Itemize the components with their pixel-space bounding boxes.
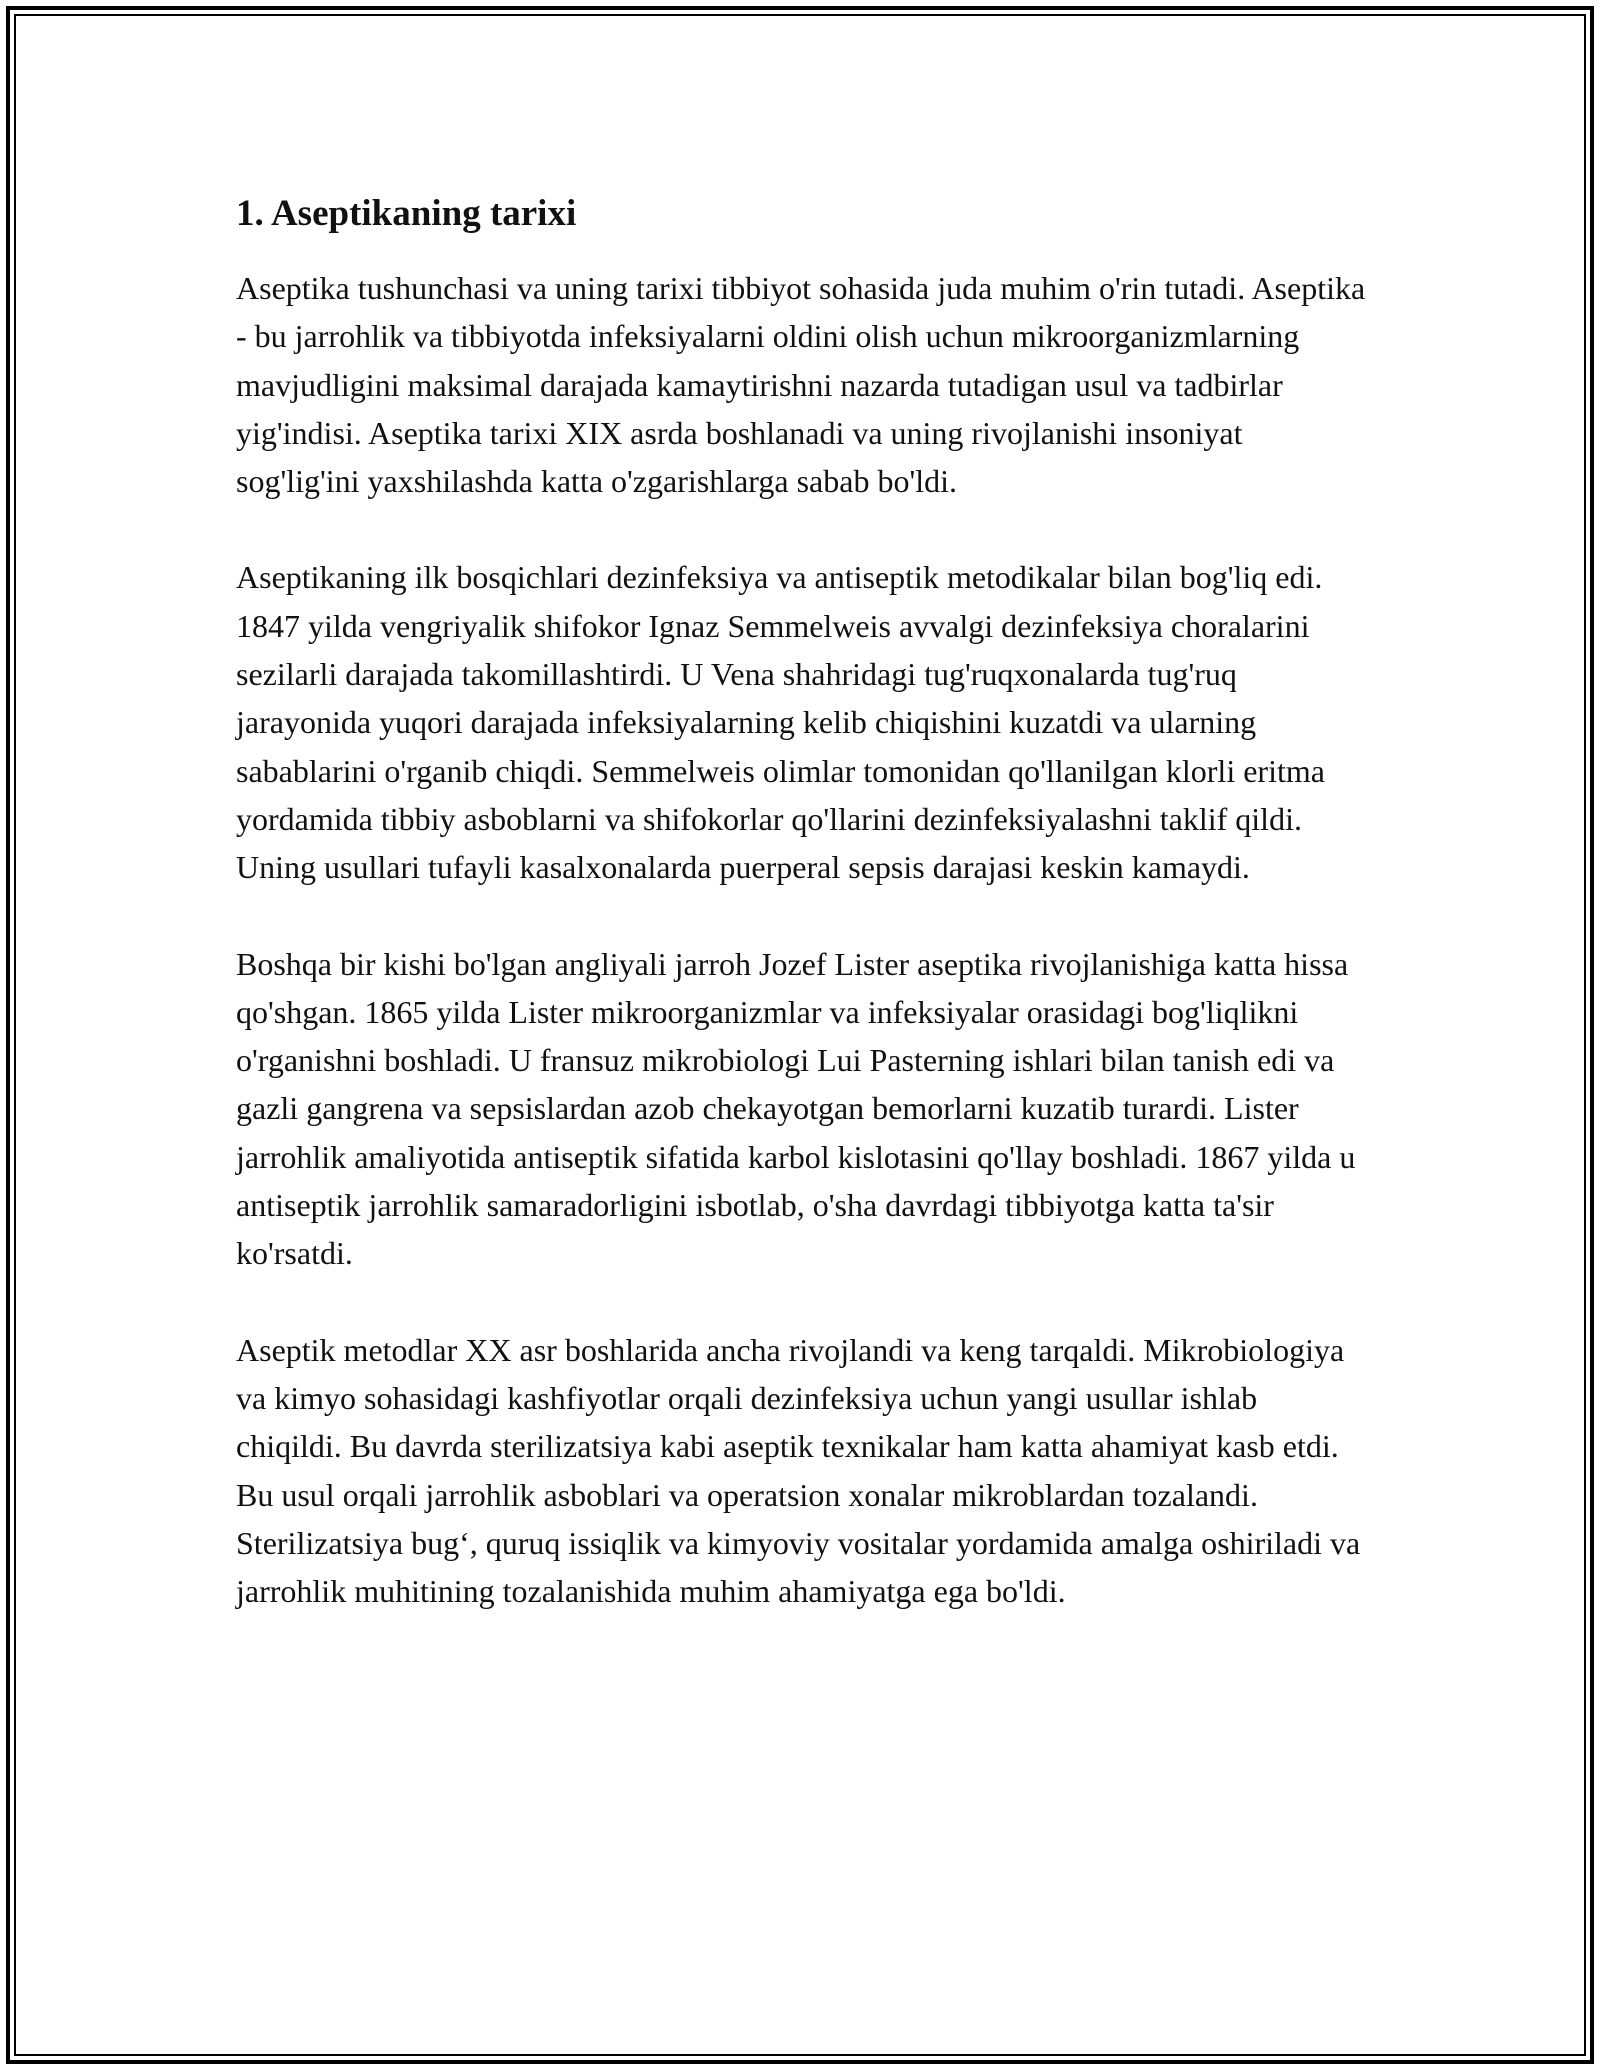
document-body (236, 188, 1366, 1663)
section-heading: 1. Aseptikaning tarixi (236, 193, 577, 234)
paragraph-20th-century: Aseptik metodlar XX asr boshlarida ancha rivojlandi va keng tarqaldi. Mikrobiologiya va kimyo sohasidagi kashfiyotlar orqali dezinfeksiya uchun yangi usullar ishlab chiqildi. Bu davrda sterilizatsiya kabi aseptik texnikalar ham katta ahamiyat kasb etdi. Bu usul orqali jarrohlik asboblari va operatsion xonalar mikroblardan tozalandi. Sterilizatsiya bug‘, quruq issiqlik va kimyoviy vositalar yordamida amalga oshiriladi va jarrohlik muhitining tozalanishida muhim ahamiyatga ega bo'ldi. (236, 1331, 1361, 1610)
paragraph-intro: Aseptika tushunchasi va uning tarixi tibbiyot sohasida juda muhim o'rin tutadi. Aseptika - bu jarrohlik va tibbiyotda infeksiyalarni oldini olish uchun mikroorganizmlarning mavjudligini maksimal darajada kamaytirishni nazarda tutadigan usul va tadbirlar yig'indisi. Aseptika tarixi XIX asrda boshlanadi va uning rivojlanishi insoniyat sog'lig'ini yaxshilashda katta o'zgarishlarga sabab bo'ldi. (236, 270, 1366, 500)
paragraph-lister: Boshqa bir kishi bo'lgan angliyali jarroh Jozef Lister aseptika rivojlanishiga katta hissa qo'shgan. 1865 yilda Lister mikroorganizmlar va infeksiyalar orasidagi bog'liqlikni o'rganishni boshladi. U fransuz mikrobiologi Lui Pasterning ishlari bilan tanish edi va gazli gangrena va sepsislardan azob chekayotgan bemorlarni kuzatib turardi. Lister jarrohlik amaliyotida antiseptik sifatida karbol kislotasini qo'llay boshladi. 1867 yilda u antiseptik jarrohlik samaradorligini isbotlab, o'sha davrdagi tibbiyotga katta ta'sir ko'rsatdi. (236, 945, 1356, 1272)
paragraph-semmelweis: Aseptikaning ilk bosqichlari dezinfeksiya va antiseptik metodikalar bilan bog'liq edi. 1847 yilda vengriyalik shifokor Ignaz Semmelweis avvalgi dezinfeksiya choralarini sezilarli darajada takomillashtirdi. U Vena shahridagi tug'ruqxonalarda tug'ruq jarayonida yuqori darajada infeksiyalarning kelib chiqishini kuzatdi va ularning sabablarini o'rganib chiqdi. Semmelweis olimlar tomonidan qo'llanilgan klorli eritma yordamida tibbiy asboblarni va shifokorlar qo'llarini dezinfeksiyalashni taklif qildi. Uning usullari tufayli kasalxonalarda puerperal sepsis darajasi keskin kamaydi. (236, 559, 1325, 886)
